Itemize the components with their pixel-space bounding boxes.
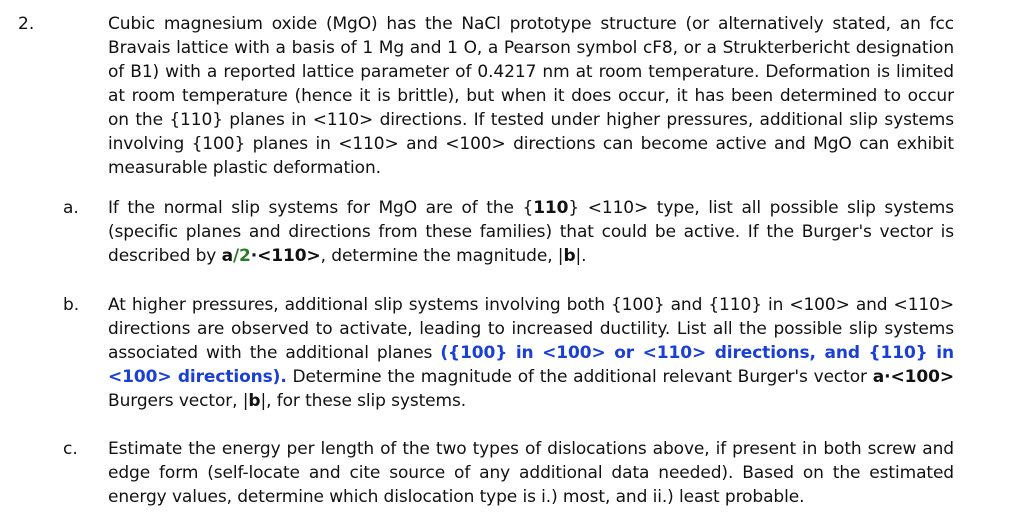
part-a-burgers-fraction: /2 — [232, 246, 251, 266]
part-a-text — [108, 196, 954, 268]
part-a-seg-7: , determine the magnitude, | — [320, 246, 564, 266]
part-b-magnitude-b: b — [248, 391, 261, 411]
part-b-seg-1: At higher pressures, additional slip systems involving both {100} and {110} in <100> and <110> directions are observed to activate, leading to increased ductility. List all the possible slip systems associated with the additional planes — [108, 295, 954, 363]
part-b-seg-7: |, for these slip systems. — [260, 391, 467, 411]
part-a-seg-1: If the normal slip systems for MgO are of the { — [108, 198, 534, 218]
part-c-text: Estimate the energy per length of the two types of dislocations above, if present in both screw and edge form (self-locate and cite source of any additional data needed). Based on the estimated energy values, determine which dislocation type is i.) most, and ii.) least probable. — [108, 439, 954, 507]
part-a-seg-3: } <110> type, list all possible slip systems (specific planes and directions from these families) that could be active. If the Burger's vector is described by — [108, 198, 954, 266]
part-b-highlight: ({100} in <100> or <110> directions, and {110} in <100> directions). — [108, 343, 954, 387]
part-a-seg-9: |. — [575, 246, 587, 266]
part-b-marker: b. — [63, 295, 80, 315]
part-a-burgers-direction: ·<110> — [250, 246, 321, 266]
question-number: 2. — [18, 14, 35, 34]
part-b-burgers-vector: a·<100> — [872, 367, 954, 387]
part-a-marker: a. — [63, 198, 79, 218]
part-b-seg-5: Burgers vector, | — [108, 391, 249, 411]
part-b-seg-3: Determine the magnitude of the additional relevant Burger's vector — [286, 367, 873, 387]
part-c-marker: c. — [63, 439, 78, 459]
part-b-text — [108, 293, 954, 413]
part-a-burgers-a: a — [221, 246, 233, 266]
part-a-magnitude-b: b — [563, 246, 576, 266]
part-a-plane-bold: 110 — [533, 198, 569, 218]
question-intro: Cubic magnesium oxide (MgO) has the NaCl prototype structure (or alternatively stated, an fcc Bravais lattice with a basis of 1 Mg and 1 O, a Pearson symbol cF8, or a Strukterbericht designation of B1) with a reported lattice parameter of 0.4217 nm at room temperature. Deformation is limited at room temperature (hence it is brittle), but when it does occur, it has been determined to occur on the {110} planes in <110> directions. If tested under higher pressures, additional slip systems involving {100} planes in <110> and <100> directions can become active and MgO can exhibit measurable plastic deformation. — [108, 14, 954, 178]
